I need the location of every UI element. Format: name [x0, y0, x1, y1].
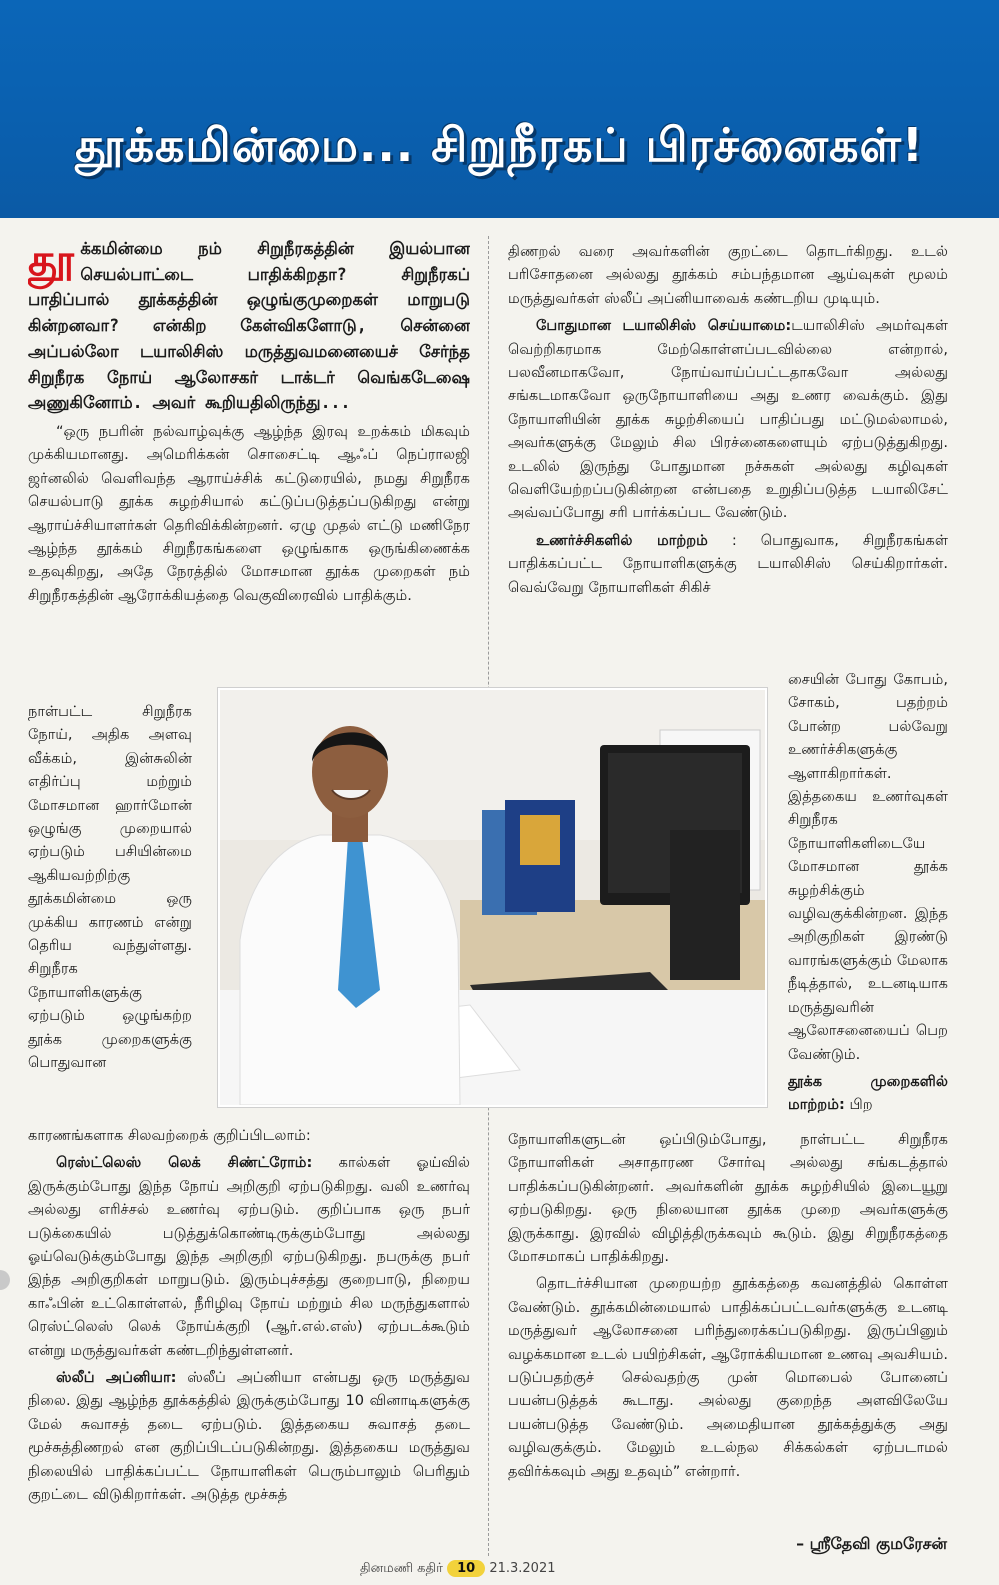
- lead-paragraph: [28, 236, 470, 416]
- header-banner: [0, 0, 999, 218]
- paragraph-intro: “ஒரு நபரின் நல்வாழ்வுக்கு ஆழ்ந்த இரவு உறக்கம் மிகவும் முக்கியமானது. அமெரிக்கன் சொசைட்டி ஆஃப் நெப்ராலஜி ஜர்னலில் வெளிவந்த ஆராய்ச்சிக் கட்டுரையில், நமது சிறுநீரக செயல்பாடு தூக்க சுழற்சியால் கட்டுப்படுத்தப்படுகிறது என்று ஆராய்ச்சியாளர்கள் தெரிவிக்கின்றனர். ஏழு முதல் எட்டு மணிநேர ஆழ்ந்த தூக்கம் சிறுநீரகங்களை ஒழுங்காக ஒருங்கிணைக்க உதவுகிறது, அதே நேரத்தில் மோசமான தூக்க முறைகள் நம் சிறுநீரகத்தின் ஆரோக்கியத்தை வெகுவிரைவில் பாதிக்கும்.: [28, 422, 470, 604]
- lead-text: க்கமின்மை நம் சிறுநீரகத்தின் இயல்பான செயல்பாட்டை பாதிக்கிறதா? சிறுநீரகப் பாதிப்பால் தூக்கத்தின் ஒழுங்குமுறைகள் மாறுபடு கின்றனவா? என்கிற கேள்விகளோடு, சென்னை அப்பல்லோ டயாலிசிஸ் மருத்துவமனையைச் சேர்ந்த சிறுநீரக நோய் ஆலோசகர் டாக்டர் வெங்கடேஷை அணுகினோம். அவர் கூறியதிலிருந்து...: [28, 239, 470, 413]
- apnea-body: ஸ்லீப் அப்னியா என்பது ஒரு மருத்துவ நிலை. இது ஆழ்ந்த தூக்கத்தில் இருக்கும்போது 10 வினாடிகளுக்கு மேல் சுவாசத் தடை ஏற்படும். இத்தகைய சுவாசத் தடை மூச்சுத்திணறல் என குறிப்பிடப்படுகின்றது. இத்தகைய மருத்துவ நிலையில் பாதிக்கப்பட்ட நோயாளிகள் பெரும்பாலும் பெரிதும் குறட்டை விடுகிறார்கள். அடுத்த மூச்சுத்: [28, 1369, 470, 1504]
- paragraph-dialysis: [508, 314, 948, 525]
- page-title: தூக்கமின்மை... சிறுநீரகப் பிரச்னைகள்!: [75, 118, 924, 172]
- left-column-bottom: [28, 1124, 470, 1552]
- dialysis-heading: போதுமான டயாலிசிஸ் செய்யாமை:: [536, 317, 792, 335]
- paragraph-rls: [28, 1151, 470, 1362]
- left-column-top: [28, 236, 470, 682]
- emotion-heading: உணர்ச்சிகளில் மாற்றம்: [536, 531, 708, 549]
- paragraph-sleep-head: [788, 1070, 948, 1117]
- dropcap: தூ: [28, 236, 75, 286]
- page-footer: [360, 1560, 660, 1585]
- dialysis-body: டயாலிசிஸ் அமர்வுகள் வெற்றிகரமாக மேற்கொள்ளப்படவில்லை என்றால், பலவீனமாகவோ, நோய்வாய்ப்பட்டதாகவோ அல்லது சங்கடமாகவோ ஒருநோயாளியை அது உணர வைக்கும். இது நோயாளியின் தூக்க சுழற்சியைப் பாதிப்பது மட்டுமல்லாமல், அவர்களுக்கு மேலும் சில பிரச்னைகளையும் ஏற்படுத்துகிறது. உடலில் இருந்து போதுமான நச்சுகள் அல்லது கழிவுகள் வெளியேற்றப்படுகின்றன என்பதை உறுதிப்படுத்த டயாலிசேட் அவ்வப்போது சரி பார்க்கப்பட வேண்டும்.: [508, 317, 948, 522]
- right-narrow-column: [788, 668, 948, 1126]
- right-column-top: [508, 240, 948, 668]
- author-byline: – ஸ்ரீதேவி குமரேசன்: [796, 1534, 947, 1553]
- paragraph-apnea-cont: திணறல் வரை அவர்களின் குறட்டை தொடர்கிறது. உடல் பரிசோதனை அல்லது தூக்கம் சம்பந்தமான ஆய்வுகள் மூலம் மருத்துவர்கள் ஸ்லீப் அப்னியாவைக் கண்டறிய முடியும்.: [508, 243, 948, 307]
- paragraph-reasons: காரணங்களாக சிலவற்றைக் குறிப்பிடலாம்:: [28, 1127, 311, 1144]
- paragraph-emotion-cont: சையின் போது கோபம், சோகம், பதற்றம் போன்ற பல்வேறு உணர்ச்சிகளுக்கு ஆளாகிறார்கள். இத்தகைய உணர்வுகள் சிறுநீரக நோயாளிகளிடையே மோசமான தூக்க சுழற்சிக்கும் வழிவகுக்கின்றன. இந்த அறிகுறிகள் இரண்டு வாரங்களுக்கும் மேலாக நீடித்தால், உடனடியாக மருத்துவரின் ஆலோசனையைப் பெற வேண்டும்.: [788, 671, 948, 1063]
- publication-name: தினமணி கதிர்: [360, 1561, 443, 1576]
- emotion-body: : பொதுவாக, சிறுநீரகங்கள் பாதிக்கப்பட்ட நோயாளிகளுக்கு டயாலிசிஸ் செய்கிறார்கள். வெவ்வேறு நோயாளிகள் சிகிச்: [508, 531, 948, 596]
- paragraph-ckd: நாள்பட்ட சிறுநீரக நோய், அதிக அளவு வீக்கம், இன்சுலின் எதிர்ப்பு மற்றும் மோசமான ஹார்மோன் ஒழுங்கு முறையால் ஏற்படும் பசியின்மை ஆகியவற்றிற்கு தூக்கமின்மை ஒரு முக்கிய காரணம் என்று தெரிய வந்துள்ளது. சிறுநீரக நோயாளிகளுக்கு ஏற்படும் ஒழுங்கற்ற தூக்க முறைகளுக்கு பொதுவான: [28, 703, 192, 1072]
- doctor-photo: [218, 688, 767, 1107]
- paragraph-sleep-body: நோயாளிகளுடன் ஒப்பிடும்போது, நாள்பட்ட சிறுநீரக நோயாளிகள் அசாதாரண சோர்வு அல்லது சங்கடத்தால் பாதிக்கப்படுகின்றனர். அவர்களின் தூக்க சுழற்சியில் இடையூறு ஏற்படுகிறது. ஒரு நிலையான தூக்க முறை அவர்களுக்கு இருக்காது. இரவில் விழித்திருக்கவும் கூடும். இது சிறுநீரகத்தை மோசமாகப் பாதிக்கிறது.: [508, 1131, 948, 1266]
- doctor-at-desk-illustration: [220, 690, 765, 1105]
- page-edge-marker: [0, 1270, 10, 1290]
- issue-date: 21.3.2021: [489, 1561, 556, 1576]
- left-narrow-column: [28, 700, 192, 1120]
- apnea-heading: ஸ்லீப் அப்னியா:: [56, 1369, 177, 1387]
- page-number-badge: 10: [447, 1560, 485, 1577]
- paragraph-advice: தொடர்ச்சியான முறையற்ற தூக்கத்தை கவனத்தில் கொள்ள வேண்டும். தூக்கமின்மையால் பாதிக்கப்பட்டவர்களுக்கு உடனடி மருத்துவர் ஆலோசனை பரிந்துரைக்கப்படுகிறது. இருப்பினும் வழக்கமான உடல் பயிற்சிகள், ஆரோக்கியமான உணவு அவசியம். படுப்பதற்குச் செல்வதற்கு முன் மொபைல் போனைப் பயன்படுத்தக் கூடாது. அல்லது குறைந்த அளவிலேயே பயன்படுத்த வேண்டும். அமைதியான தூக்கத்துக்கு அது வழிவகுக்கும். மேலும் உடல்நல சிக்கல்கள் ஏற்படாமல் தவிர்க்கவும் அது உதவும்” என்றார்.: [508, 1275, 948, 1480]
- paragraph-apnea: [28, 1366, 470, 1506]
- sleep-heading: தூக்க முறைகளில் மாற்றம்:: [788, 1072, 948, 1114]
- sleep-body-top: பிற: [844, 1096, 873, 1114]
- rls-heading: ரெஸ்ட்லெஸ் லெக் சிண்ட்ரோம்:: [56, 1154, 313, 1172]
- right-column-bottom: [508, 1128, 948, 1530]
- paragraph-emotion: [508, 529, 948, 599]
- rls-body: கால்கள் ஓய்வில் இருக்கும்போது இந்த நோய் அறிகுறி ஏற்படுகிறது. வலி உணர்வு அல்லது எரிச்சல் உணர்வு ஏற்படும். குறிப்பாக ஒரு நபர் படுக்கையில் படுத்துக்கொண்டிருக்கும்போது அல்லது ஓய்வெடுக்கும்போது இந்த அறிகுறி ஏற்படுகிறது. நபருக்கு நபர் இந்த அறிகுறிகள் மாறுபடும். இரும்புச்சத்து குறைபாடு, நிறைய காஃபின் உட்கொள்ளல், நீரிழிவு நோய் மற்றும் சில மருந்துகளால் ரெஸ்ட்லெஸ் லெக் நோய்க்குறி (ஆர்.எல்.எஸ்) ஏற்படக்கூடும் என்று மருத்துவர்கள் கண்டறிந்துள்ளனர்.: [28, 1154, 470, 1359]
